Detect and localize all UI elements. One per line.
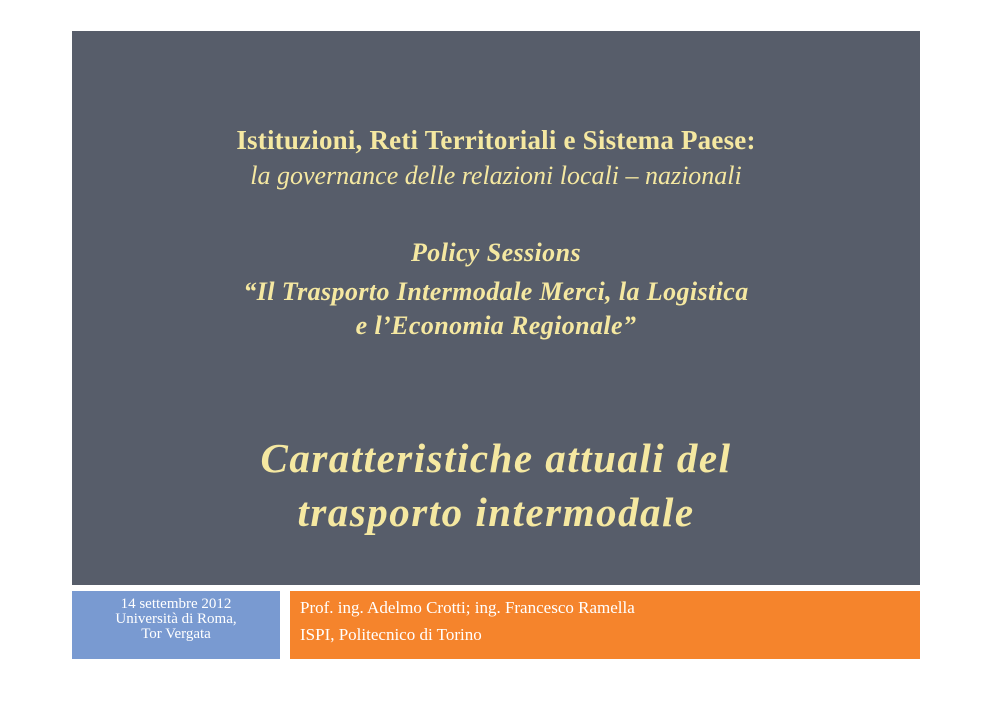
title-panel xyxy=(72,31,920,585)
main-title-line: Caratteristiche attuali del xyxy=(260,435,732,481)
location-line: Tor Vergata xyxy=(141,626,211,642)
affiliation: ISPI, Politecnico di Torino xyxy=(300,625,482,644)
location-line: Università di Roma, xyxy=(115,611,237,627)
slide-subheading: la governance delle relazioni locali – nazionali xyxy=(250,161,742,190)
session-title xyxy=(72,275,920,343)
date-line: 14 settembre 2012 xyxy=(120,596,232,612)
session-title-line: “Il Trasporto Intermodale Merci, la Logistica xyxy=(243,277,749,306)
date-location-box xyxy=(72,591,280,659)
main-title-line: trasporto intermodale xyxy=(297,489,695,535)
author-box xyxy=(290,591,920,659)
slide-heading: Istituzioni, Reti Territoriali e Sistema Paese: xyxy=(236,125,756,155)
policy-label: Policy Sessions xyxy=(411,238,581,267)
session-title-line: e l’Economia Regionale” xyxy=(355,311,637,340)
main-title xyxy=(72,431,920,539)
authors: Prof. ing. Adelmo Crotti; ing. Francesco Ramella xyxy=(300,598,635,617)
